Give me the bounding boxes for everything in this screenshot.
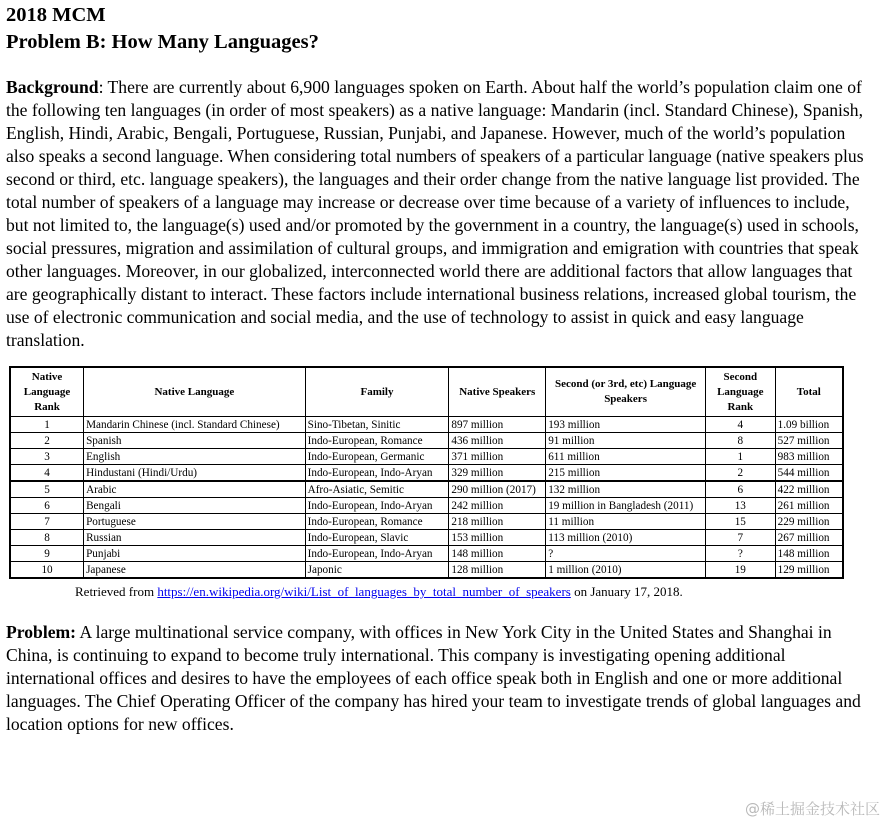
cell-native-rank: 3 bbox=[10, 449, 84, 465]
cell-native-rank: 2 bbox=[10, 433, 84, 449]
cell-family: Indo-European, Romance bbox=[305, 514, 449, 530]
cell-native-language: English bbox=[84, 449, 306, 465]
document-page bbox=[6, 2, 882, 736]
cell-native-speakers: 128 million bbox=[449, 562, 546, 579]
cell-family: Indo-European, Indo-Aryan bbox=[305, 465, 449, 482]
watermark: @稀土掘金技术社区 bbox=[744, 800, 880, 818]
cell-family: Indo-European, Slavic bbox=[305, 530, 449, 546]
cell-native-rank: 7 bbox=[10, 514, 84, 530]
cell-native-language: Mandarin Chinese (incl. Standard Chinese) bbox=[84, 417, 306, 433]
source-prefix: Retrieved from bbox=[75, 584, 158, 599]
cell-total: 129 million bbox=[775, 562, 843, 579]
table-row bbox=[10, 498, 843, 514]
cell-second-rank: 2 bbox=[705, 465, 775, 482]
table-row bbox=[10, 465, 843, 482]
table-row bbox=[10, 417, 843, 433]
header-native-language: Native Language bbox=[84, 367, 306, 417]
cell-native-speakers: 329 million bbox=[449, 465, 546, 482]
cell-second-speakers: ? bbox=[546, 546, 706, 562]
table-header-row bbox=[10, 367, 843, 417]
cell-native-speakers: 148 million bbox=[449, 546, 546, 562]
cell-total: 229 million bbox=[775, 514, 843, 530]
table-row bbox=[10, 449, 843, 465]
cell-native-speakers: 436 million bbox=[449, 433, 546, 449]
cell-family: Afro-Asiatic, Semitic bbox=[305, 481, 449, 498]
cell-native-rank: 9 bbox=[10, 546, 84, 562]
cell-second-speakers: 193 million bbox=[546, 417, 706, 433]
cell-second-rank: 15 bbox=[705, 514, 775, 530]
cell-total: 544 million bbox=[775, 465, 843, 482]
table-row bbox=[10, 514, 843, 530]
table-row bbox=[10, 546, 843, 562]
cell-second-rank: ? bbox=[705, 546, 775, 562]
cell-native-rank: 4 bbox=[10, 465, 84, 482]
header-total: Total bbox=[775, 367, 843, 417]
cell-native-rank: 1 bbox=[10, 417, 84, 433]
header-native-speakers: Native Speakers bbox=[449, 367, 546, 417]
background-paragraph bbox=[6, 76, 866, 352]
cell-native-speakers: 897 million bbox=[449, 417, 546, 433]
source-caption bbox=[75, 583, 882, 600]
cell-native-rank: 5 bbox=[10, 481, 84, 498]
cell-total: 527 million bbox=[775, 433, 843, 449]
cell-native-rank: 10 bbox=[10, 562, 84, 579]
problem-label: Problem: bbox=[6, 622, 77, 642]
cell-native-language: Bengali bbox=[84, 498, 306, 514]
cell-second-rank: 8 bbox=[705, 433, 775, 449]
cell-native-language: Japanese bbox=[84, 562, 306, 579]
cell-total: 148 million bbox=[775, 546, 843, 562]
cell-second-speakers: 113 million (2010) bbox=[546, 530, 706, 546]
cell-second-speakers: 11 million bbox=[546, 514, 706, 530]
source-link[interactable]: https://en.wikipedia.org/wiki/List_of_languages_by_total_number_of_speakers bbox=[157, 584, 571, 599]
cell-total: 983 million bbox=[775, 449, 843, 465]
problem-text: A large multinational service company, with offices in New York City in the United States and Shanghai in China, is continuing to expand to become truly international. This company is investigating opening additional international offices and desires to have the employees of each office speak both in English and one or more additional languages. The Chief Operating Officer of the company has hired your team to investigate trends of global languages and location options for new offices. bbox=[6, 622, 861, 734]
cell-family: Indo-European, Indo-Aryan bbox=[305, 546, 449, 562]
cell-second-rank: 7 bbox=[705, 530, 775, 546]
cell-family: Sino-Tibetan, Sinitic bbox=[305, 417, 449, 433]
table-row bbox=[10, 530, 843, 546]
cell-total: 422 million bbox=[775, 481, 843, 498]
cell-native-speakers: 218 million bbox=[449, 514, 546, 530]
cell-second-rank: 6 bbox=[705, 481, 775, 498]
cell-native-language: Arabic bbox=[84, 481, 306, 498]
cell-native-rank: 8 bbox=[10, 530, 84, 546]
cell-second-speakers: 1 million (2010) bbox=[546, 562, 706, 579]
cell-second-rank: 13 bbox=[705, 498, 775, 514]
header-second-speakers: Second (or 3rd, etc) Language Speakers bbox=[546, 367, 706, 417]
cell-native-language: Portuguese bbox=[84, 514, 306, 530]
cell-second-rank: 19 bbox=[705, 562, 775, 579]
cell-second-speakers: 611 million bbox=[546, 449, 706, 465]
cell-second-speakers: 91 million bbox=[546, 433, 706, 449]
contest-title: 2018 MCM bbox=[6, 4, 106, 26]
cell-family: Indo-European, Indo-Aryan bbox=[305, 498, 449, 514]
cell-family: Indo-European, Germanic bbox=[305, 449, 449, 465]
cell-native-language: Hindustani (Hindi/Urdu) bbox=[84, 465, 306, 482]
cell-second-speakers: 215 million bbox=[546, 465, 706, 482]
cell-native-speakers: 153 million bbox=[449, 530, 546, 546]
problem-paragraph bbox=[6, 621, 866, 736]
cell-native-speakers: 242 million bbox=[449, 498, 546, 514]
cell-native-language: Russian bbox=[84, 530, 306, 546]
cell-second-speakers: 132 million bbox=[546, 481, 706, 498]
cell-second-rank: 4 bbox=[705, 417, 775, 433]
background-text: : There are currently about 6,900 languages spoken on Earth. About half the world’s population claim one of the following ten languages (in order of most speakers) as a native language: Mandarin (incl. Standard Chinese), Spanish, English, Hindi, Arabic, Bengali, Portuguese, Russian, Punjabi, and Japanese. However, much of the world’s population also speaks a second language. When considering total numbers of speakers of a particular language (native speakers plus second or third, etc. language speakers), the languages and their order change from the native language list provided. The total number of speakers of a language may increase or decrease over time because of a variety of influences to include, but not limited to, the language(s) used and/or promoted by the government in a country, the language(s) used in schools, social pressures, migration and assimilation of cultural groups, and immigration and emigration with countries that speak other languages. Moreover, in our globalized, interconnected world there are additional factors that allow languages that are geographically distant to interact. These factors include international business relations, increased global tourism, the use of electronic communication and social media, and the use of technology to assist in quick and easy language translation. bbox=[6, 77, 864, 350]
header-second-rank: Second Language Rank bbox=[705, 367, 775, 417]
table-row bbox=[10, 481, 843, 498]
header-native-rank: Native Language Rank bbox=[10, 367, 84, 417]
table-row bbox=[10, 562, 843, 579]
table-row bbox=[10, 433, 843, 449]
cell-native-speakers: 290 million (2017) bbox=[449, 481, 546, 498]
cell-native-language: Spanish bbox=[84, 433, 306, 449]
cell-native-language: Punjabi bbox=[84, 546, 306, 562]
cell-family: Indo-European, Romance bbox=[305, 433, 449, 449]
source-suffix: on January 17, 2018. bbox=[570, 584, 683, 599]
languages-table bbox=[9, 366, 844, 579]
languages-table-wrapper bbox=[9, 366, 882, 579]
cell-second-rank: 1 bbox=[705, 449, 775, 465]
background-label: Background bbox=[6, 77, 99, 97]
cell-family: Japonic bbox=[305, 562, 449, 579]
cell-total: 261 million bbox=[775, 498, 843, 514]
cell-total: 267 million bbox=[775, 530, 843, 546]
header-family: Family bbox=[305, 367, 449, 417]
problem-title: Problem B: How Many Languages? bbox=[6, 31, 319, 53]
cell-second-speakers: 19 million in Bangladesh (2011) bbox=[546, 498, 706, 514]
cell-native-rank: 6 bbox=[10, 498, 84, 514]
cell-native-speakers: 371 million bbox=[449, 449, 546, 465]
cell-total: 1.09 billion bbox=[775, 417, 843, 433]
